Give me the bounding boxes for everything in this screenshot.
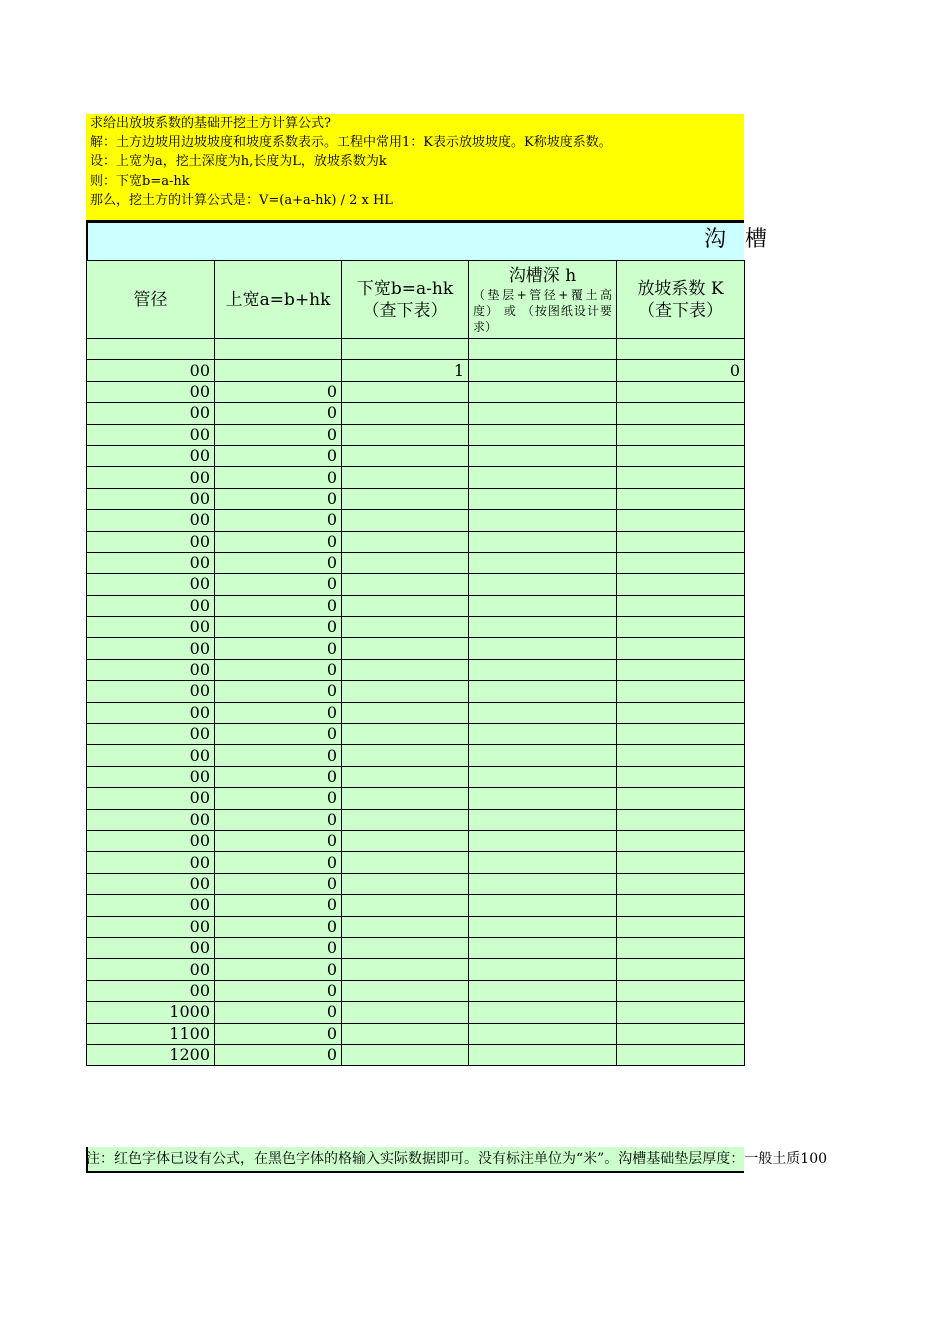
intro-line-1: 求给出放坡系数的基础开挖土方计算公式? (90, 116, 331, 131)
pipe-diameter-cell[interactable]: 00 (87, 681, 215, 702)
trench-depth-cell[interactable] (469, 531, 617, 552)
trench-table (86, 260, 745, 1066)
bottom-width-cell[interactable]: 1 (342, 360, 469, 381)
slope-coefficient-cell[interactable] (617, 873, 745, 894)
table-row (87, 724, 745, 745)
slope-coefficient-cell[interactable] (617, 1023, 745, 1044)
header-pipe-diameter-label: 管径 (133, 289, 168, 310)
trench-depth-cell[interactable] (469, 510, 617, 531)
slope-coefficient-cell[interactable] (617, 702, 745, 723)
bottom-width-cell[interactable] (342, 595, 469, 616)
slope-coefficient-cell[interactable] (617, 830, 745, 851)
trench-depth-cell[interactable] (469, 681, 617, 702)
intro-line-2: 解：土方边坡用边坡坡度和坡度系数表示。工程中常用1：K表示放坡坡度。K称坡度系数。 (90, 135, 612, 151)
table-row (87, 1044, 745, 1065)
pipe-diameter-cell[interactable]: 00 (87, 959, 215, 980)
slope-coefficient-cell[interactable] (617, 510, 745, 531)
top-width-cell[interactable]: 0 (215, 531, 342, 552)
bottom-width-cell[interactable] (342, 745, 469, 766)
header-trench-depth[interactable] (469, 261, 617, 339)
intro-line-4: 则：下宽b=a-hk (90, 173, 190, 189)
table-row (87, 895, 745, 916)
bottom-width-cell[interactable] (342, 510, 469, 531)
slope-coefficient-cell[interactable] (617, 895, 745, 916)
top-width-cell[interactable]: 0 (215, 659, 342, 680)
table-row (87, 659, 745, 680)
bottom-width-cell[interactable] (342, 339, 469, 360)
slope-coefficient-cell[interactable] (617, 424, 745, 445)
slope-coefficient-cell[interactable] (617, 766, 745, 787)
top-width-cell[interactable]: 0 (215, 937, 342, 958)
trench-depth-cell[interactable] (469, 467, 617, 488)
slope-coefficient-cell[interactable] (617, 488, 745, 509)
top-width-cell[interactable]: 0 (215, 445, 342, 466)
trench-depth-cell[interactable] (469, 745, 617, 766)
pipe-diameter-cell[interactable]: 00 (87, 788, 215, 809)
header-slope-coefficient[interactable] (617, 261, 745, 339)
table-row (87, 574, 745, 595)
trench-depth-cell[interactable] (469, 574, 617, 595)
trench-depth-cell[interactable] (469, 1023, 617, 1044)
slope-coefficient-cell[interactable] (617, 681, 745, 702)
trench-depth-cell[interactable] (469, 873, 617, 894)
slope-coefficient-cell[interactable] (617, 552, 745, 573)
slope-coefficient-cell[interactable] (617, 852, 745, 873)
pipe-diameter-cell[interactable]: 1200 (87, 1044, 215, 1065)
pipe-diameter-cell[interactable]: 00 (87, 702, 215, 723)
slope-coefficient-cell[interactable] (617, 724, 745, 745)
trench-depth-cell[interactable] (469, 809, 617, 830)
table-row (87, 809, 745, 830)
table-row (87, 488, 745, 509)
bottom-width-cell[interactable] (342, 681, 469, 702)
trench-depth-cell[interactable] (469, 724, 617, 745)
top-width-cell[interactable]: 0 (215, 638, 342, 659)
trench-depth-cell[interactable] (469, 1044, 617, 1065)
pipe-diameter-cell[interactable] (87, 339, 215, 360)
bottom-width-cell[interactable] (342, 467, 469, 488)
table-row (87, 1023, 745, 1044)
pipe-diameter-cell[interactable]: 00 (87, 574, 215, 595)
slope-coefficient-cell[interactable] (617, 617, 745, 638)
slope-coefficient-cell[interactable] (617, 659, 745, 680)
top-width-cell[interactable] (215, 360, 342, 381)
table-row (87, 531, 745, 552)
top-width-cell[interactable]: 0 (215, 488, 342, 509)
bottom-width-cell[interactable] (342, 980, 469, 1001)
table-row (87, 788, 745, 809)
table-row (87, 339, 745, 360)
table-row (87, 959, 745, 980)
header-top-width[interactable] (215, 261, 342, 339)
bottom-width-cell[interactable] (342, 403, 469, 424)
top-width-cell[interactable]: 0 (215, 873, 342, 894)
table-row (87, 916, 745, 937)
trench-depth-cell[interactable] (469, 595, 617, 616)
top-width-cell[interactable] (215, 339, 342, 360)
trench-depth-cell[interactable] (469, 360, 617, 381)
trench-depth-cell[interactable] (469, 638, 617, 659)
pipe-diameter-cell[interactable]: 00 (87, 937, 215, 958)
pipe-diameter-cell[interactable]: 00 (87, 638, 215, 659)
table-row (87, 403, 745, 424)
table-row (87, 360, 745, 381)
top-width-cell[interactable]: 0 (215, 916, 342, 937)
bottom-width-cell[interactable] (342, 638, 469, 659)
trench-depth-cell[interactable] (469, 852, 617, 873)
header-top-width-label: 上宽a=b+hk (225, 289, 331, 310)
bottom-width-cell[interactable] (342, 895, 469, 916)
top-width-cell[interactable]: 0 (215, 980, 342, 1001)
top-width-cell[interactable]: 0 (215, 1044, 342, 1065)
trench-depth-cell[interactable] (469, 488, 617, 509)
top-width-cell[interactable]: 0 (215, 403, 342, 424)
header-trench-depth-label: 沟槽深 h (508, 265, 577, 286)
top-width-cell[interactable]: 0 (215, 595, 342, 616)
header-trench-depth-sub: （垫层+管径+覆土高度） 或 （按图纸设计要求） (473, 287, 612, 334)
top-width-cell[interactable]: 0 (215, 467, 342, 488)
table-row (87, 617, 745, 638)
bottom-width-cell[interactable] (342, 1002, 469, 1023)
trench-depth-cell[interactable] (469, 830, 617, 851)
pipe-diameter-cell[interactable]: 1100 (87, 1023, 215, 1044)
top-width-cell[interactable]: 0 (215, 510, 342, 531)
slope-coefficient-cell[interactable] (617, 959, 745, 980)
bottom-width-cell[interactable] (342, 873, 469, 894)
trench-depth-cell[interactable] (469, 1002, 617, 1023)
top-width-cell[interactable]: 0 (215, 788, 342, 809)
pipe-diameter-cell[interactable]: 00 (87, 916, 215, 937)
table-row (87, 467, 745, 488)
pipe-diameter-cell[interactable]: 00 (87, 510, 215, 531)
pipe-diameter-cell[interactable]: 00 (87, 724, 215, 745)
top-width-cell[interactable]: 0 (215, 681, 342, 702)
table-row (87, 552, 745, 573)
bottom-width-cell[interactable] (342, 1023, 469, 1044)
slope-coefficient-cell[interactable] (617, 381, 745, 402)
table-row (87, 445, 745, 466)
bottom-width-cell[interactable] (342, 702, 469, 723)
trench-depth-cell[interactable] (469, 980, 617, 1001)
table-row (87, 980, 745, 1001)
slope-coefficient-cell[interactable] (617, 339, 745, 360)
slope-coefficient-cell[interactable] (617, 916, 745, 937)
trench-depth-cell[interactable] (469, 403, 617, 424)
trench-depth-cell[interactable] (469, 788, 617, 809)
trench-depth-cell[interactable] (469, 959, 617, 980)
slope-coefficient-cell[interactable]: 0 (617, 360, 745, 381)
intro-line-5: 那么，挖土方的计算公式是：V=(a+a-hk) / 2 x HL (90, 192, 393, 208)
table-row (87, 424, 745, 445)
pipe-diameter-cell[interactable]: 00 (87, 852, 215, 873)
trench-depth-cell[interactable] (469, 552, 617, 573)
pipe-diameter-cell[interactable]: 00 (87, 531, 215, 552)
bottom-width-cell[interactable] (342, 617, 469, 638)
top-width-cell[interactable]: 0 (215, 895, 342, 916)
trench-depth-cell[interactable] (469, 424, 617, 445)
slope-coefficient-cell[interactable] (617, 638, 745, 659)
top-width-cell[interactable]: 0 (215, 852, 342, 873)
header-bottom-width[interactable] (342, 261, 469, 339)
intro-block (86, 114, 744, 220)
bottom-width-cell[interactable] (342, 766, 469, 787)
header-pipe-diameter[interactable] (87, 261, 215, 339)
slope-coefficient-cell[interactable] (617, 745, 745, 766)
pipe-diameter-cell[interactable]: 00 (87, 595, 215, 616)
table-row (87, 745, 745, 766)
banner-title: 沟 槽 (704, 227, 773, 252)
top-width-cell[interactable]: 0 (215, 724, 342, 745)
bottom-width-cell[interactable] (342, 788, 469, 809)
table-row (87, 681, 745, 702)
top-width-cell[interactable]: 0 (215, 830, 342, 851)
table-row (87, 873, 745, 894)
bottom-width-cell[interactable] (342, 574, 469, 595)
bottom-width-cell[interactable] (342, 552, 469, 573)
bottom-width-cell[interactable] (342, 1044, 469, 1065)
pipe-diameter-cell[interactable]: 00 (87, 617, 215, 638)
bottom-width-cell[interactable] (342, 937, 469, 958)
trench-depth-cell[interactable] (469, 895, 617, 916)
slope-coefficient-cell[interactable] (617, 531, 745, 552)
top-width-cell[interactable]: 0 (215, 702, 342, 723)
trench-depth-cell[interactable] (469, 659, 617, 680)
table-row (87, 1002, 745, 1023)
top-width-cell[interactable]: 0 (215, 574, 342, 595)
top-width-cell[interactable]: 0 (215, 809, 342, 830)
pipe-diameter-cell[interactable]: 00 (87, 552, 215, 573)
bottom-width-cell[interactable] (342, 916, 469, 937)
table-row (87, 830, 745, 851)
table-row (87, 595, 745, 616)
trench-depth-cell[interactable] (469, 617, 617, 638)
slope-coefficient-cell[interactable] (617, 403, 745, 424)
pipe-diameter-cell[interactable]: 00 (87, 424, 215, 445)
bottom-width-cell[interactable] (342, 424, 469, 445)
slope-coefficient-cell[interactable] (617, 467, 745, 488)
pipe-diameter-cell[interactable]: 00 (87, 403, 215, 424)
slope-coefficient-cell[interactable] (617, 937, 745, 958)
table-banner (86, 220, 744, 260)
trench-depth-cell[interactable] (469, 937, 617, 958)
slope-coefficient-cell[interactable] (617, 809, 745, 830)
table-row (87, 702, 745, 723)
trench-depth-cell[interactable] (469, 339, 617, 360)
trench-depth-cell[interactable] (469, 702, 617, 723)
pipe-diameter-cell[interactable]: 00 (87, 830, 215, 851)
pipe-diameter-cell[interactable]: 00 (87, 381, 215, 402)
top-width-cell[interactable]: 0 (215, 552, 342, 573)
top-width-cell[interactable]: 0 (215, 424, 342, 445)
top-width-cell[interactable]: 0 (215, 617, 342, 638)
top-width-cell[interactable]: 0 (215, 1002, 342, 1023)
bottom-width-cell[interactable] (342, 488, 469, 509)
table-row (87, 852, 745, 873)
header-bottom-width-label: 下宽b=a-hk (356, 278, 454, 299)
footer-note: 注：红色字体已设有公式，在黑色字体的格输入实际数据即可。没有标注单位为“米”。沟槽基础垫层厚度：一般土质100 (86, 1151, 828, 1167)
trench-depth-cell[interactable] (469, 445, 617, 466)
slope-coefficient-cell[interactable] (617, 1002, 745, 1023)
bottom-width-cell[interactable] (342, 381, 469, 402)
pipe-diameter-cell[interactable]: 00 (87, 488, 215, 509)
trench-depth-cell[interactable] (469, 381, 617, 402)
trench-depth-cell[interactable] (469, 766, 617, 787)
top-width-cell[interactable]: 0 (215, 745, 342, 766)
pipe-diameter-cell[interactable]: 00 (87, 745, 215, 766)
bottom-width-cell[interactable] (342, 659, 469, 680)
bottom-width-cell[interactable] (342, 809, 469, 830)
intro-line-3: 设：上宽为a，挖土深度为h,长度为L，放坡系数为k (90, 154, 387, 170)
slope-coefficient-cell[interactable] (617, 445, 745, 466)
bottom-width-cell[interactable] (342, 852, 469, 873)
slope-coefficient-cell[interactable] (617, 980, 745, 1001)
pipe-diameter-cell[interactable]: 00 (87, 895, 215, 916)
pipe-diameter-cell[interactable]: 1000 (87, 1002, 215, 1023)
bottom-width-cell[interactable] (342, 445, 469, 466)
slope-coefficient-cell[interactable] (617, 574, 745, 595)
pipe-diameter-cell[interactable]: 00 (87, 873, 215, 894)
header-bottom-width-sub: （查下表） (362, 300, 448, 321)
header-slope-coefficient-sub: （查下表） (638, 300, 723, 321)
bottom-width-cell[interactable] (342, 724, 469, 745)
pipe-diameter-cell[interactable]: 00 (87, 809, 215, 830)
table-row (87, 937, 745, 958)
table-row (87, 510, 745, 531)
table-row (87, 766, 745, 787)
table-row (87, 381, 745, 402)
header-slope-coefficient-label: 放坡系数 K (637, 278, 724, 299)
pipe-diameter-cell[interactable]: 00 (87, 360, 215, 381)
top-width-cell[interactable]: 0 (215, 1023, 342, 1044)
bottom-width-cell[interactable] (342, 959, 469, 980)
trench-depth-cell[interactable] (469, 916, 617, 937)
pipe-diameter-cell[interactable]: 00 (87, 445, 215, 466)
slope-coefficient-cell[interactable] (617, 595, 745, 616)
bottom-width-cell[interactable] (342, 830, 469, 851)
pipe-diameter-cell[interactable]: 00 (87, 659, 215, 680)
pipe-diameter-cell[interactable]: 00 (87, 467, 215, 488)
top-width-cell[interactable]: 0 (215, 766, 342, 787)
bottom-width-cell[interactable] (342, 531, 469, 552)
pipe-diameter-cell[interactable]: 00 (87, 980, 215, 1001)
top-width-cell[interactable]: 0 (215, 381, 342, 402)
header-row (87, 261, 745, 339)
table-row (87, 638, 745, 659)
top-width-cell[interactable]: 0 (215, 959, 342, 980)
pipe-diameter-cell[interactable]: 00 (87, 766, 215, 787)
slope-coefficient-cell[interactable] (617, 1044, 745, 1065)
slope-coefficient-cell[interactable] (617, 788, 745, 809)
